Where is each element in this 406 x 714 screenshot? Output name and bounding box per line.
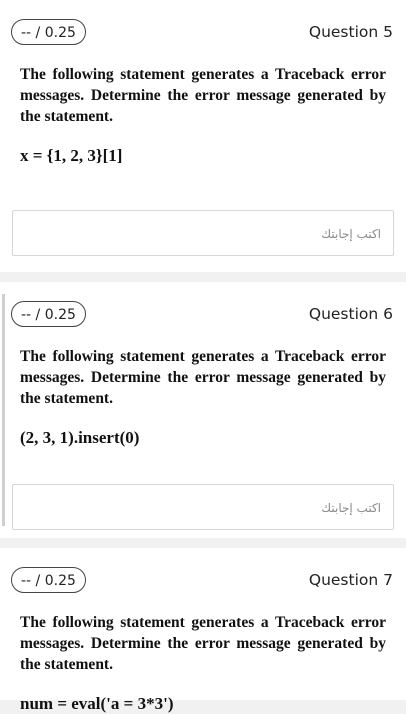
question-card-7 [0, 548, 406, 713]
question-number: Question 6 [308, 305, 393, 323]
answer-input[interactable] [12, 210, 394, 256]
question-card-6 [0, 282, 406, 538]
points-badge: -- / 0.25 [11, 19, 86, 45]
answer-placeholder: اكتب إجابتك [321, 227, 381, 241]
points-badge: -- / 0.25 [11, 301, 86, 327]
points-badge: -- / 0.25 [11, 567, 86, 593]
question-number: Question 5 [308, 23, 393, 41]
answer-input[interactable] [12, 484, 394, 530]
question-number: Question 7 [308, 571, 393, 589]
code-statement: (2, 3, 1).insert(0) [20, 428, 140, 447]
answer-placeholder: اكتب إجابتك [321, 501, 381, 515]
question-card-5 [0, 0, 406, 272]
question-prompt: The following statement generates a Traceback error messages. Determine the error message generated by the statement. [20, 614, 386, 673]
question-prompt: The following statement generates a Traceback error messages. Determine the error message generated by the statement. [20, 348, 386, 407]
code-statement: num = eval('a = 3*3') [20, 694, 174, 713]
code-statement: x = {1, 2, 3}[1] [20, 146, 123, 165]
question-prompt: The following statement generates a Traceback error messages. Determine the error message generated by the statement. [20, 66, 386, 125]
focus-indicator [2, 294, 5, 526]
